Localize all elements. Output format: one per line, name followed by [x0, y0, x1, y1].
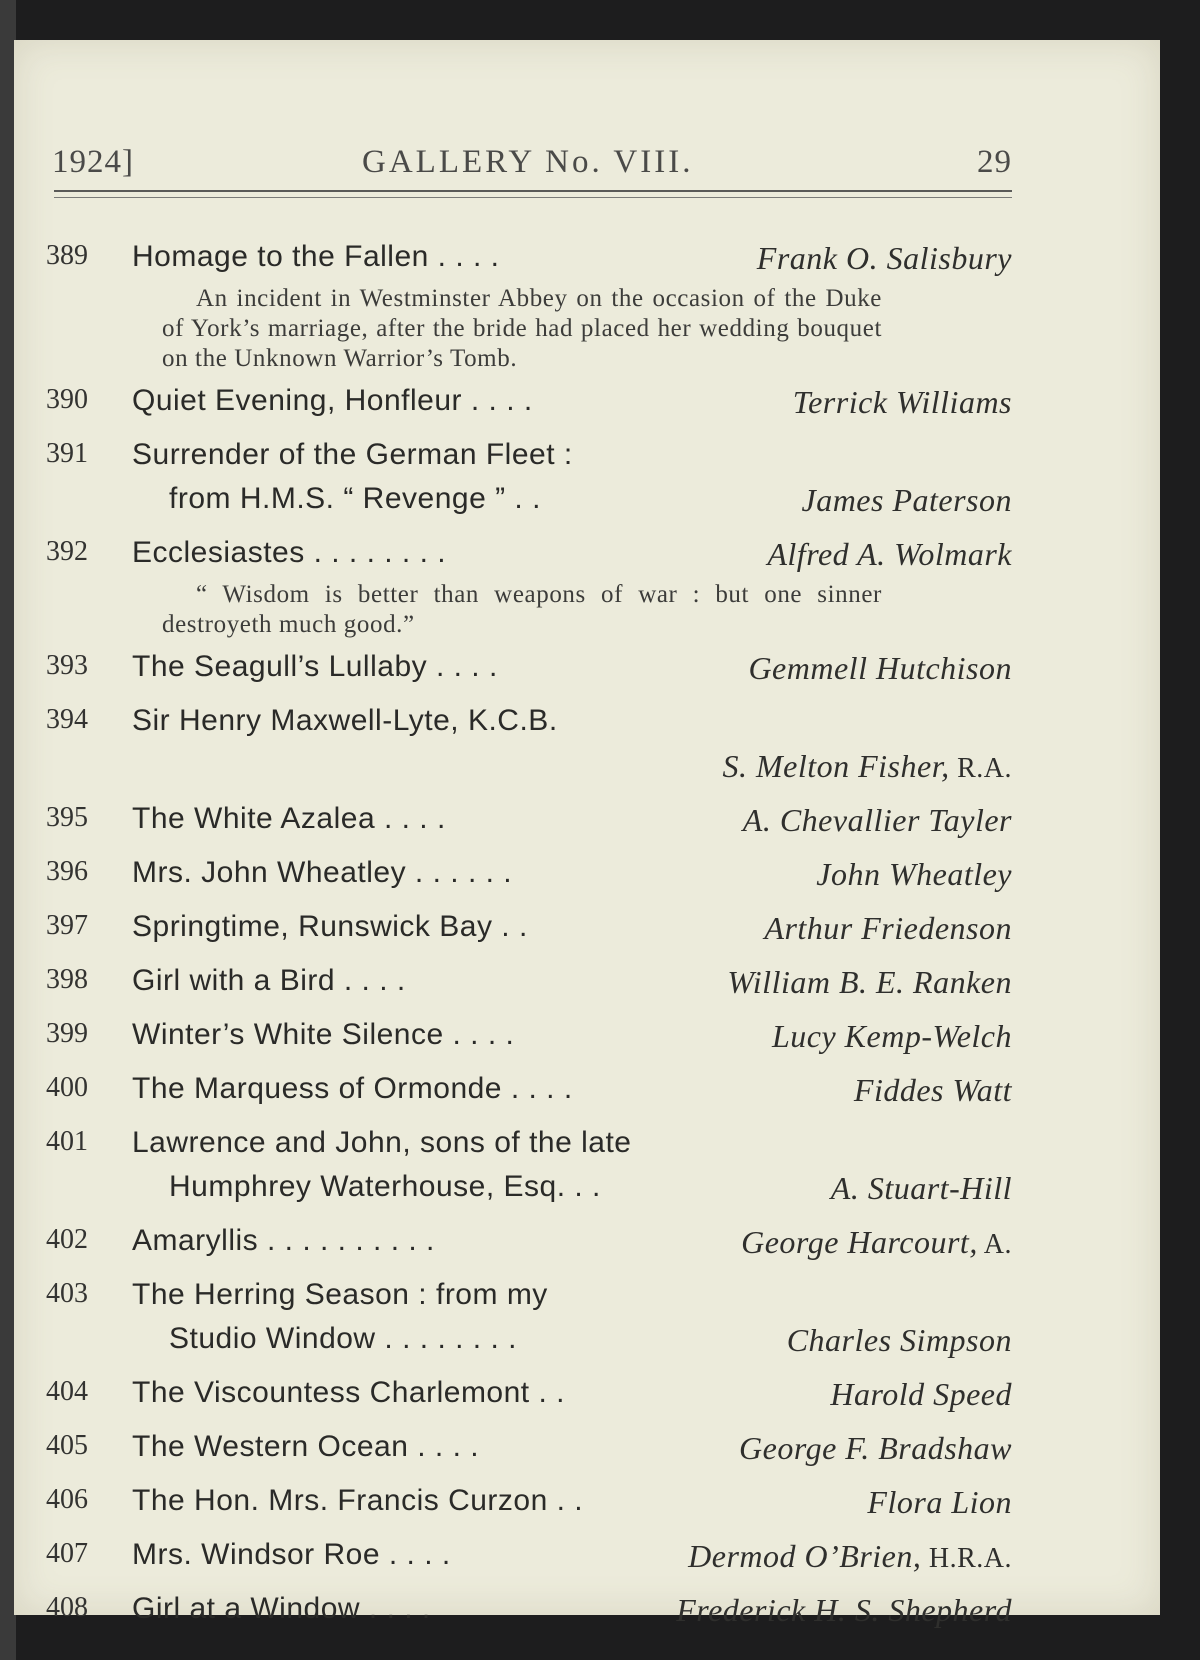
entry-artist: [727, 964, 1012, 1001]
catalogue-entry: [14, 1592, 1160, 1636]
entry-artist: [772, 1018, 1012, 1055]
entry-title: Springtime, Runswick Bay . .: [132, 910, 528, 943]
entry-line: [14, 536, 1160, 580]
entry-title: The Seagull’s Lullaby . . . .: [132, 650, 498, 683]
catalogue-entry: [14, 704, 1160, 792]
entry-title: Sir Henry Maxwell-Lyte, K.C.B.: [132, 704, 558, 737]
artist-name: A. Chevallier Tayler: [742, 802, 1012, 838]
running-header: [52, 144, 1012, 194]
catalogue-entry: [14, 964, 1160, 1008]
entry-number: 403: [46, 1278, 88, 1309]
artist-name: Gemmell Hutchison: [748, 650, 1012, 686]
entry-title: The Hon. Mrs. Francis Curzon . .: [132, 1484, 584, 1517]
catalogue-entry: [14, 1278, 1160, 1366]
artist-name: Dermod O’Brien,: [688, 1538, 922, 1574]
entry-number: 406: [46, 1484, 88, 1515]
entry-title: Winter’s White Silence . . . .: [132, 1018, 515, 1051]
catalogue-entry: [14, 1430, 1160, 1474]
entry-number: 393: [46, 650, 88, 681]
entry-number: 407: [46, 1538, 88, 1569]
entry-description: [162, 580, 882, 640]
entry-line: [14, 910, 1160, 954]
entry-line: [14, 650, 1160, 694]
entry-line: [14, 240, 1160, 284]
header-rule-thin: [54, 197, 1012, 198]
entry-number: 408: [46, 1592, 88, 1623]
entry-title: Homage to the Fallen . . . .: [132, 240, 500, 273]
entry-line: [14, 856, 1160, 900]
entry-title: Lawrence and John, sons of the late: [132, 1126, 632, 1159]
header-year: 1924]: [52, 144, 134, 180]
entry-artist: [688, 1538, 1012, 1575]
entry-description: [162, 284, 882, 374]
entry-artist: [816, 856, 1012, 893]
entry-line: [14, 1484, 1160, 1528]
entry-title: Surrender of the German Fleet :: [132, 438, 573, 471]
artist-name: Lucy Kemp-Welch: [771, 1018, 1012, 1054]
catalogue-entry: [14, 802, 1160, 846]
entry-title: Girl at a Window . . . .: [132, 1592, 431, 1625]
entry-title: The White Azalea . . . .: [132, 802, 446, 835]
catalogue-entry: [14, 438, 1160, 526]
entry-number: 404: [46, 1376, 88, 1407]
entry-line: [14, 1018, 1160, 1062]
entry-line: [14, 1126, 1160, 1170]
entry-number: 392: [46, 536, 88, 567]
entry-title: from H.M.S. “ Revenge ” . .: [169, 482, 541, 515]
entry-number: 390: [46, 384, 88, 415]
entry-line: [14, 438, 1160, 482]
entry-line: [14, 482, 1160, 526]
catalogue-entry: [14, 384, 1160, 428]
catalogue-entry: [14, 240, 1160, 374]
entry-line: [14, 1376, 1160, 1420]
entry-line: [14, 1170, 1160, 1214]
artist-name: George F. Bradshaw: [739, 1430, 1012, 1466]
artist-name: Charles Simpson: [786, 1322, 1012, 1358]
artist-name: George Harcourt,: [741, 1224, 978, 1260]
catalogue-entries: [14, 240, 1160, 1646]
catalogue-entry: [14, 1538, 1160, 1582]
entry-title: Girl with a Bird . . . .: [132, 964, 406, 997]
entry-line: [14, 1072, 1160, 1116]
entry-artist: [787, 1322, 1012, 1359]
header-gallery-title: GALLERY No. VIII.: [362, 144, 694, 180]
artist-name: Harold Speed: [830, 1376, 1012, 1412]
entry-number: 391: [46, 438, 88, 469]
catalogue-entry: [14, 1376, 1160, 1420]
artist-name: Arthur Friedenson: [764, 910, 1012, 946]
entry-number: 394: [46, 704, 88, 735]
entry-title: Mrs. Windsor Roe . . . .: [132, 1538, 451, 1571]
artist-honours: A.: [977, 1229, 1012, 1260]
entry-artist: [801, 482, 1012, 519]
entry-number: 402: [46, 1224, 88, 1255]
entry-number: 395: [46, 802, 88, 833]
entry-number: 398: [46, 964, 88, 995]
entry-artist: [741, 1224, 1012, 1261]
header-rule: [54, 190, 1012, 192]
artist-name: Flora Lion: [867, 1484, 1012, 1520]
entry-line: [14, 1592, 1160, 1636]
entry-number: 397: [46, 910, 88, 941]
artist-name: John Wheatley: [816, 856, 1012, 892]
entry-number: 399: [46, 1018, 88, 1049]
catalogue-entry: [14, 910, 1160, 954]
entry-number: 396: [46, 856, 88, 887]
entry-title: The Marquess of Ormonde . . . .: [132, 1072, 573, 1105]
artist-name: James Paterson: [801, 482, 1012, 518]
catalogue-entry: [14, 1126, 1160, 1214]
entry-artist: [748, 650, 1012, 687]
entry-line: [14, 1538, 1160, 1582]
entry-artist: [676, 1592, 1012, 1629]
catalogue-entry: [14, 1018, 1160, 1062]
entry-artist: [743, 802, 1012, 839]
artist-name: A. Stuart-Hill: [830, 1170, 1012, 1206]
artist-name: Fiddes Watt: [853, 1072, 1012, 1108]
entry-title: Studio Window . . . . . . . .: [169, 1322, 517, 1355]
catalogue-entry: [14, 536, 1160, 640]
artist-name: Terrick Williams: [792, 384, 1012, 420]
entry-line: [14, 1224, 1160, 1268]
entry-title: The Herring Season : from my: [132, 1278, 548, 1311]
entry-title: Quiet Evening, Honfleur . . . .: [132, 384, 533, 417]
catalogue-entry: [14, 1072, 1160, 1116]
entry-line: [14, 384, 1160, 428]
entry-line: [14, 1278, 1160, 1322]
entry-artist: [793, 384, 1012, 421]
description-text: “ Wisdom is better than weapons of war : but one sinner destroyeth much good.”: [162, 581, 882, 638]
artist-name: S. Melton Fisher,: [722, 748, 950, 784]
entry-artist: [722, 748, 1012, 785]
entry-line: [14, 1322, 1160, 1366]
artist-name: Alfred A. Wolmark: [767, 536, 1012, 572]
entry-title: The Viscountess Charlemont . .: [132, 1376, 565, 1409]
entry-title: Amaryllis . . . . . . . . . .: [132, 1224, 435, 1257]
catalogue-entry: [14, 1224, 1160, 1268]
entry-number: 401: [46, 1126, 88, 1157]
entry-artist: [767, 536, 1012, 573]
description-text: An incident in Westminster Abbey on the occasion of the Duke of York’s marriage, after the bride had placed her wedding bouquet on the Unknown Warrior’s Tomb.: [162, 285, 882, 372]
entry-title: Mrs. John Wheatley . . . . . .: [132, 856, 513, 889]
catalogue-entry: [14, 650, 1160, 694]
entry-artist: [854, 1072, 1012, 1109]
catalogue-entry: [14, 1484, 1160, 1528]
entry-title: The Western Ocean . . . .: [132, 1430, 480, 1463]
entry-line: [14, 704, 1160, 748]
entry-artist: [867, 1484, 1012, 1521]
artist-name: William B. E. Ranken: [727, 964, 1012, 1000]
artist-honours: R.A.: [949, 753, 1012, 784]
artist-name: Frederick H. S. Shepherd: [676, 1592, 1012, 1628]
entry-line: [14, 964, 1160, 1008]
entry-artist: [757, 240, 1012, 277]
entry-line: [14, 748, 1160, 792]
entry-artist: [739, 1430, 1012, 1467]
entry-line: [14, 1430, 1160, 1474]
entry-title: Ecclesiastes . . . . . . . .: [132, 536, 447, 569]
entry-number: 405: [46, 1430, 88, 1461]
catalogue-page: [14, 40, 1160, 1628]
catalogue-entry: [14, 856, 1160, 900]
entry-line: [14, 802, 1160, 846]
entry-artist: [830, 1376, 1012, 1413]
artist-honours: H.R.A.: [921, 1543, 1012, 1574]
entry-artist: [831, 1170, 1012, 1207]
page-number: 29: [977, 144, 1012, 180]
entry-artist: [764, 910, 1012, 947]
entry-title: Humphrey Waterhouse, Esq. . .: [169, 1170, 601, 1203]
artist-name: Frank O. Salisbury: [756, 240, 1012, 276]
entry-number: 389: [46, 240, 88, 271]
entry-number: 400: [46, 1072, 88, 1103]
